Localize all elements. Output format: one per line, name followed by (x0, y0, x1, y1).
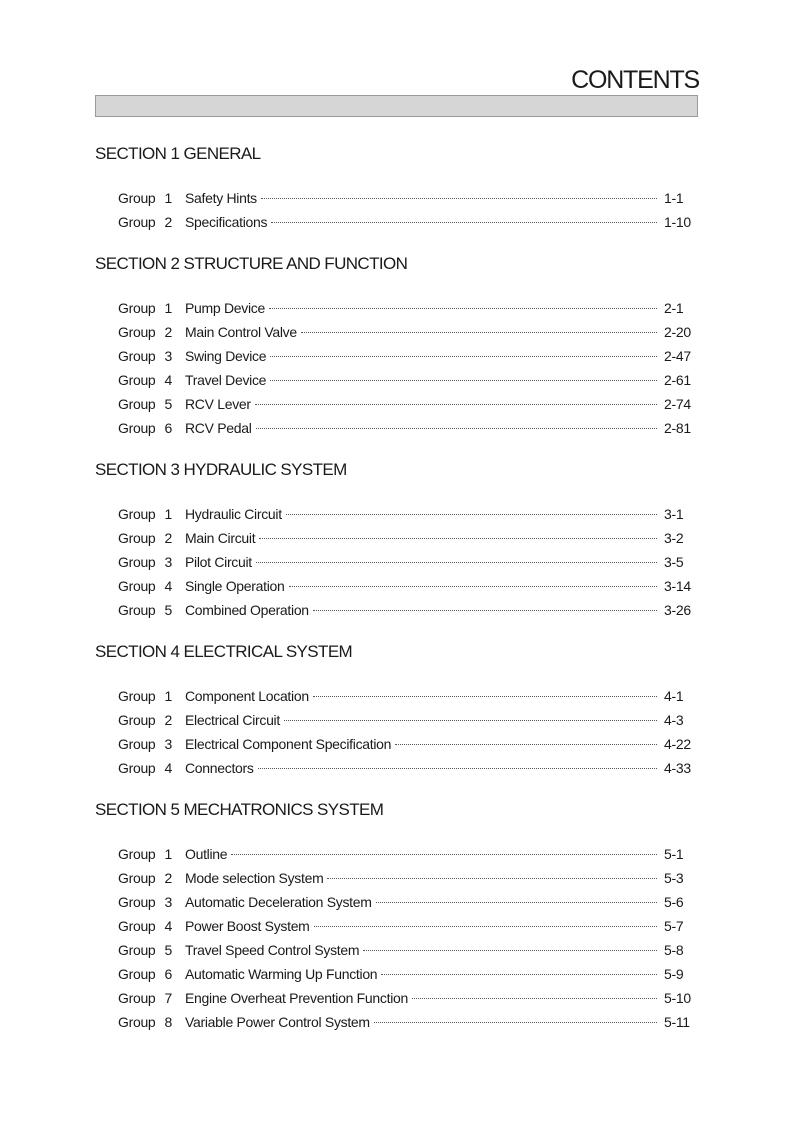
page-number: 3-14 (664, 578, 691, 594)
group-label: Group (118, 530, 156, 546)
toc-entry[interactable] (95, 938, 700, 962)
group-number: 6 (164, 966, 172, 982)
entry-title: Safety Hints (185, 190, 257, 206)
group-label: Group (118, 712, 156, 728)
toc-entry[interactable] (95, 526, 700, 550)
toc-entry[interactable] (95, 574, 700, 598)
toc-entry[interactable] (95, 296, 700, 320)
entry-title: Specifications (185, 214, 268, 230)
entry-title: Hydraulic Circuit (185, 506, 282, 522)
page-number: 4-1 (664, 688, 684, 704)
group-label: Group (118, 348, 156, 364)
group-number: 6 (164, 420, 172, 436)
entry-title: Travel Speed Control System (185, 942, 360, 958)
toc-entry[interactable] (95, 842, 700, 866)
dot-leader (261, 198, 657, 199)
page-number: 3-2 (664, 530, 684, 546)
group-label: Group (118, 736, 156, 752)
dot-leader (256, 428, 657, 429)
toc-entry[interactable] (95, 550, 700, 574)
entry-title: Travel Device (185, 372, 267, 388)
dot-leader (289, 586, 658, 587)
dot-leader (412, 998, 657, 999)
dot-leader (327, 878, 657, 879)
group-number: 5 (164, 602, 172, 618)
page-number: 5-3 (664, 870, 684, 886)
dot-leader (258, 768, 657, 769)
toc-entry[interactable] (95, 368, 700, 392)
group-number: 3 (164, 348, 172, 364)
entry-title: Main Control Valve (185, 324, 297, 340)
entry-title: Outline (185, 846, 228, 862)
group-label: Group (118, 760, 156, 776)
toc-section (95, 252, 700, 440)
dot-leader (363, 950, 657, 951)
section-heading: SECTION 5 MECHATRONICS SYSTEM (95, 800, 384, 819)
group-number: 4 (164, 578, 172, 594)
group-number: 7 (164, 990, 172, 1006)
title-bar (95, 95, 698, 117)
group-label: Group (118, 578, 156, 594)
dot-leader (301, 332, 657, 333)
group-label: Group (118, 688, 156, 704)
entry-title: Engine Overheat Prevention Function (185, 990, 408, 1006)
page-number: 1-10 (664, 214, 691, 230)
group-label: Group (118, 420, 156, 436)
entry-title: Automatic Deceleration System (185, 894, 372, 910)
dot-leader (284, 720, 657, 721)
group-label: Group (118, 554, 156, 570)
page-number: 2-61 (664, 372, 691, 388)
group-label: Group (118, 506, 156, 522)
toc-section (95, 798, 700, 1034)
toc-entry[interactable] (95, 320, 700, 344)
entry-title: Combined Operation (185, 602, 309, 618)
toc-entry[interactable] (95, 914, 700, 938)
dot-leader (286, 514, 657, 515)
group-number: 3 (164, 736, 172, 752)
page-title: CONTENTS (571, 66, 699, 94)
group-label: Group (118, 918, 156, 934)
page-number: 5-10 (664, 990, 691, 1006)
toc-entry[interactable] (95, 756, 700, 780)
dot-leader (255, 404, 657, 405)
group-number: 3 (164, 894, 172, 910)
page-number: 2-47 (664, 348, 691, 364)
section-heading: SECTION 3 HYDRAULIC SYSTEM (95, 460, 347, 479)
toc-entry[interactable] (95, 1010, 700, 1034)
group-number: 1 (164, 190, 172, 206)
group-number: 4 (164, 760, 172, 776)
group-label: Group (118, 300, 156, 316)
toc-entry[interactable] (95, 186, 700, 210)
group-label: Group (118, 190, 156, 206)
page-number: 5-11 (664, 1014, 690, 1030)
group-label: Group (118, 966, 156, 982)
group-label: Group (118, 602, 156, 618)
page-number: 1-1 (664, 190, 684, 206)
page-number: 5-9 (664, 966, 684, 982)
toc-entry[interactable] (95, 598, 700, 622)
group-label: Group (118, 214, 156, 230)
section-heading: SECTION 2 STRUCTURE AND FUNCTION (95, 254, 408, 273)
toc-entry[interactable] (95, 210, 700, 234)
toc-entry[interactable] (95, 416, 700, 440)
group-number: 2 (164, 712, 172, 728)
entry-title: Electrical Circuit (185, 712, 280, 728)
page-number: 4-33 (664, 760, 691, 776)
page-number: 5-8 (664, 942, 684, 958)
entry-title: Connectors (185, 760, 254, 776)
group-label: Group (118, 894, 156, 910)
entry-title: Component Location (185, 688, 309, 704)
toc-entry[interactable] (95, 344, 700, 368)
group-label: Group (118, 324, 156, 340)
group-label: Group (118, 870, 156, 886)
toc-entry[interactable] (95, 962, 700, 986)
group-number: 2 (164, 214, 172, 230)
group-number: 1 (164, 300, 172, 316)
page-number: 3-1 (664, 506, 684, 522)
page-number: 3-5 (664, 554, 684, 570)
group-label: Group (118, 942, 156, 958)
page-number: 5-6 (664, 894, 684, 910)
entry-title: Main Circuit (185, 530, 256, 546)
page-number: 2-20 (664, 324, 691, 340)
page-number: 2-1 (664, 300, 684, 316)
page-number: 5-1 (664, 846, 684, 862)
group-number: 1 (164, 846, 172, 862)
dot-leader (376, 902, 657, 903)
page-number: 2-74 (664, 396, 691, 412)
entry-title: Variable Power Control System (185, 1014, 370, 1030)
toc-entry[interactable] (95, 890, 700, 914)
group-number: 2 (164, 530, 172, 546)
toc-entry[interactable] (95, 502, 700, 526)
dot-leader (395, 744, 657, 745)
entry-title: Automatic Warming Up Function (185, 966, 378, 982)
dot-leader (259, 538, 657, 539)
dot-leader (271, 222, 657, 223)
toc-section (95, 142, 700, 234)
toc-entry[interactable] (95, 708, 700, 732)
page-number: 2-81 (664, 420, 691, 436)
table-of-contents (95, 142, 700, 1052)
group-number: 5 (164, 396, 172, 412)
page-number: 5-7 (664, 918, 684, 934)
toc-entry[interactable] (95, 392, 700, 416)
group-number: 8 (164, 1014, 172, 1030)
group-number: 5 (164, 942, 172, 958)
section-heading: SECTION 1 GENERAL (95, 144, 261, 163)
toc-section (95, 458, 700, 622)
page-number: 4-22 (664, 736, 691, 752)
group-label: Group (118, 1014, 156, 1030)
toc-section (95, 640, 700, 780)
entry-title: Pump Device (185, 300, 265, 316)
dot-leader (374, 1022, 657, 1023)
page-number: 4-3 (664, 712, 684, 728)
group-label: Group (118, 846, 156, 862)
dot-leader (269, 308, 657, 309)
dot-leader (270, 380, 657, 381)
group-number: 3 (164, 554, 172, 570)
entry-title: RCV Pedal (185, 420, 252, 436)
group-label: Group (118, 372, 156, 388)
dot-leader (313, 610, 657, 611)
dot-leader (256, 562, 657, 563)
entry-title: Mode selection System (185, 870, 324, 886)
entry-title: Electrical Component Specification (185, 736, 392, 752)
group-number: 1 (164, 688, 172, 704)
group-number: 1 (164, 506, 172, 522)
dot-leader (270, 356, 657, 357)
section-heading: SECTION 4 ELECTRICAL SYSTEM (95, 642, 353, 661)
dot-leader (313, 696, 657, 697)
group-number: 2 (164, 324, 172, 340)
toc-entry[interactable] (95, 732, 700, 756)
entry-title: Swing Device (185, 348, 267, 364)
group-number: 4 (164, 918, 172, 934)
group-number: 2 (164, 870, 172, 886)
group-number: 4 (164, 372, 172, 388)
group-label: Group (118, 396, 156, 412)
entry-title: Power Boost System (185, 918, 310, 934)
entry-title: Single Operation (185, 578, 285, 594)
group-label: Group (118, 990, 156, 1006)
toc-entry[interactable] (95, 866, 700, 890)
dot-leader (381, 974, 657, 975)
dot-leader (314, 926, 657, 927)
page-number: 3-26 (664, 602, 691, 618)
toc-entry[interactable] (95, 986, 700, 1010)
entry-title: RCV Lever (185, 396, 251, 412)
toc-entry[interactable] (95, 684, 700, 708)
entry-title: Pilot Circuit (185, 554, 252, 570)
dot-leader (231, 854, 657, 855)
